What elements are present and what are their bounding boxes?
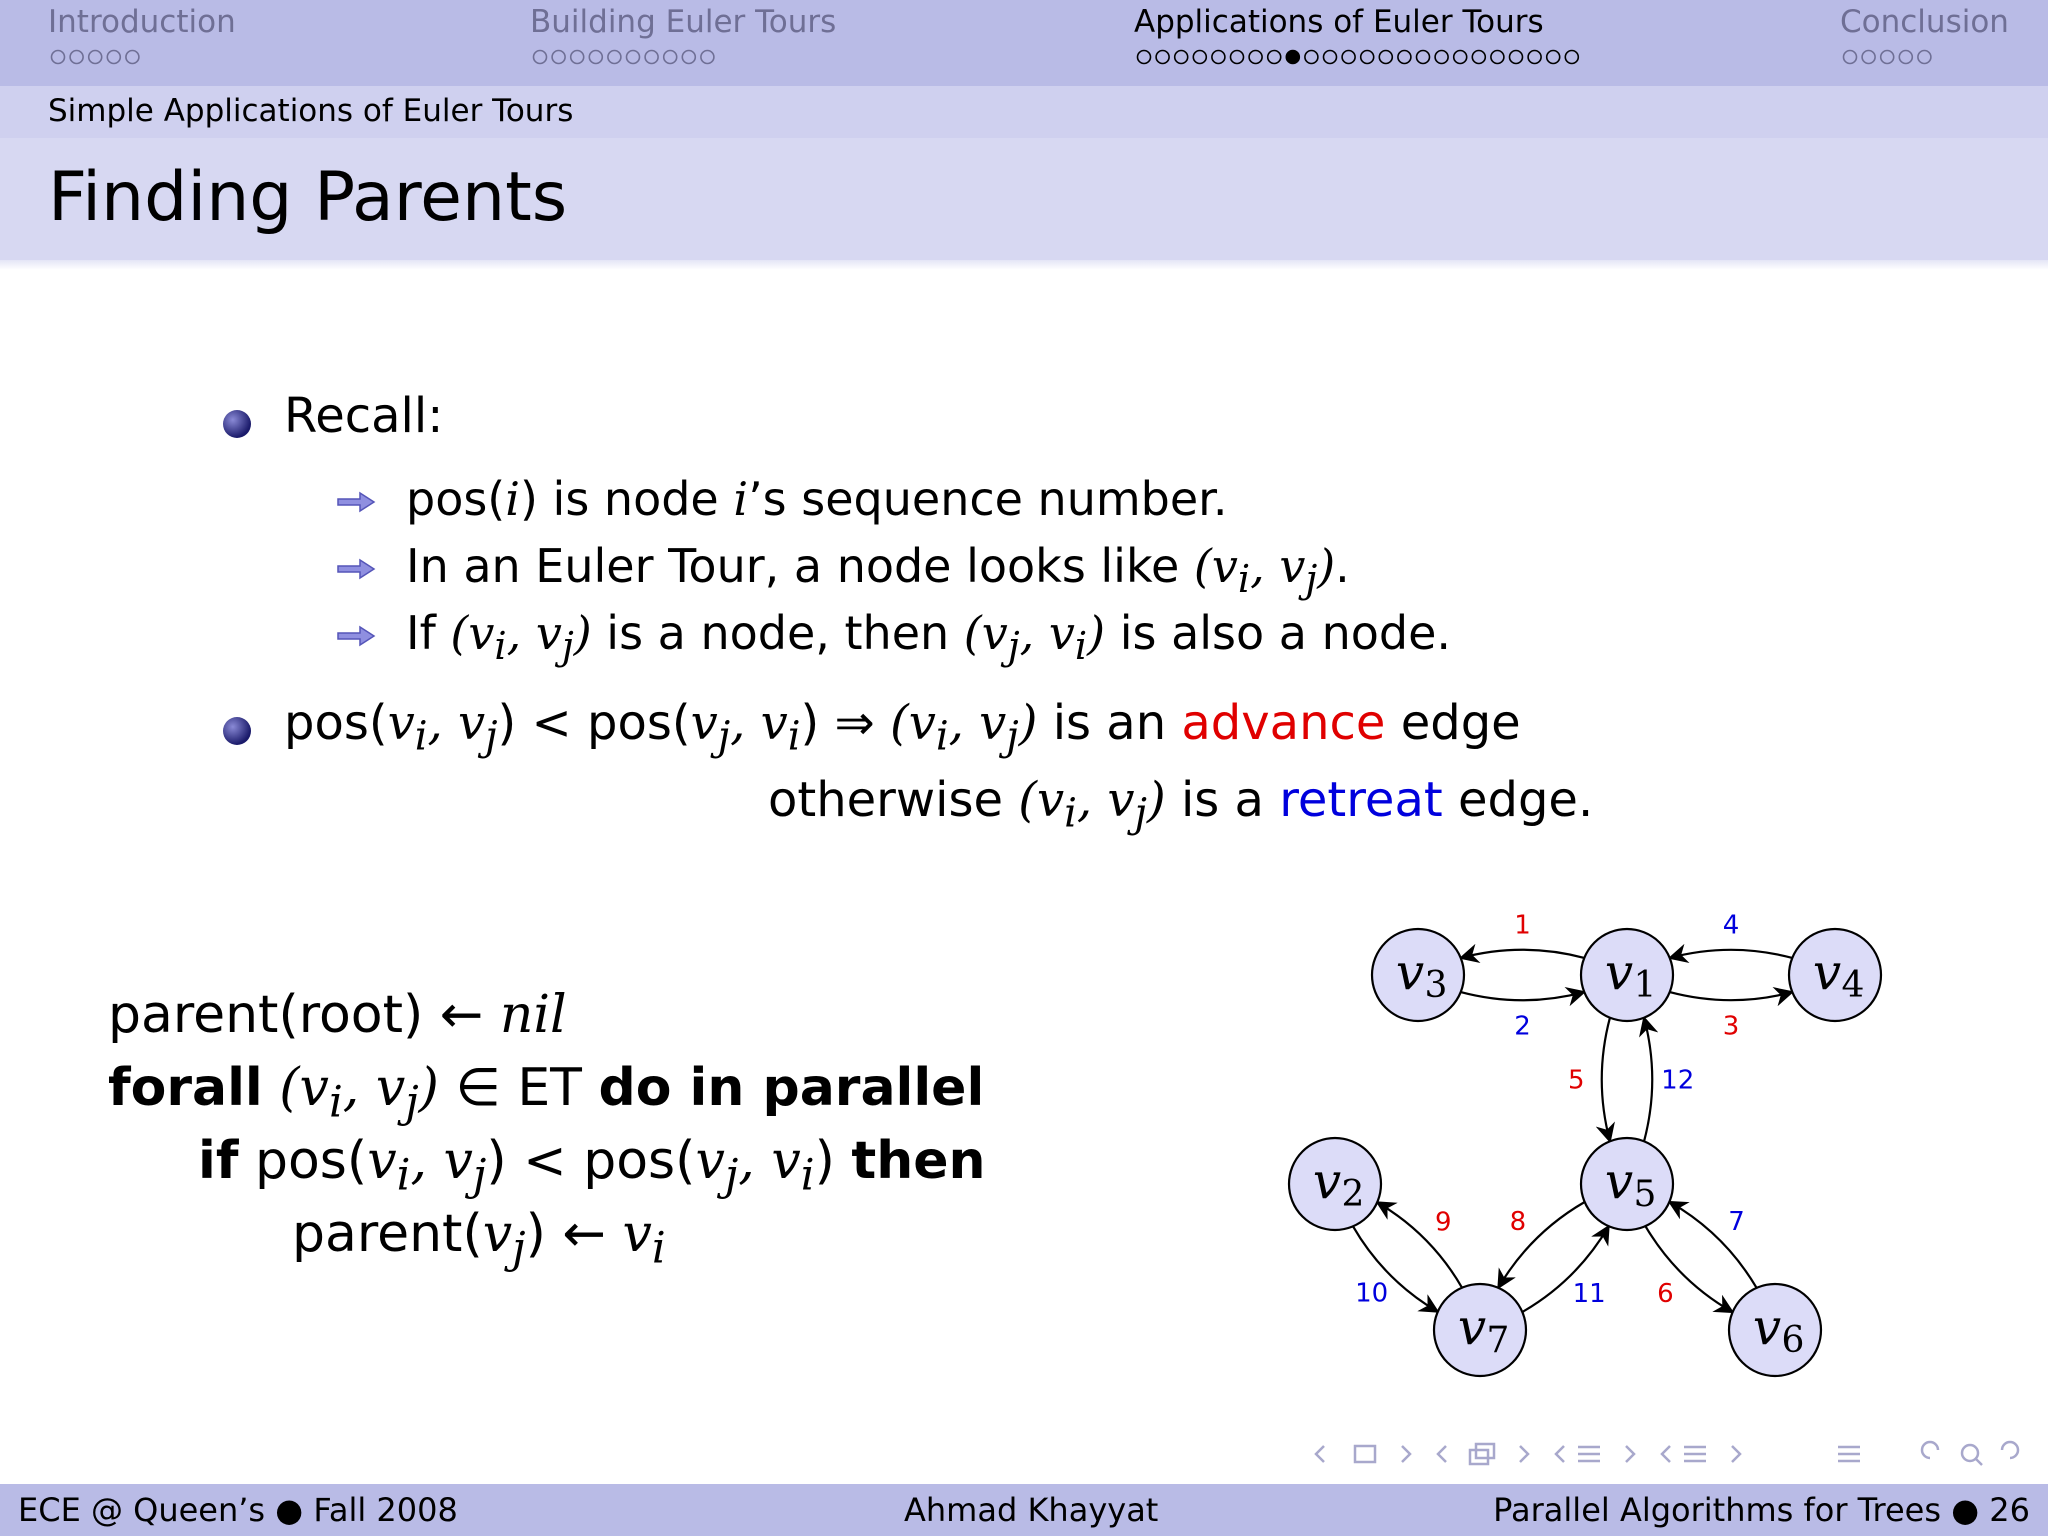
nav-frame-dot[interactable] xyxy=(1398,51,1411,64)
edge-label-1: 1 xyxy=(1514,910,1531,941)
node-subscript: 3 xyxy=(1424,965,1448,1006)
nav-frame-dot[interactable] xyxy=(608,51,621,64)
algo-nil: nil xyxy=(499,985,567,1045)
math-sub: i xyxy=(1237,557,1251,603)
edge-label-9: 9 xyxy=(1435,1207,1452,1238)
recall-item-1-math-b: i xyxy=(733,472,749,526)
edge-label-11: 11 xyxy=(1572,1278,1606,1309)
math-part: (v xyxy=(1193,539,1238,593)
nav-frame-dot[interactable] xyxy=(1565,51,1578,64)
nav-frame-dot[interactable] xyxy=(701,51,714,64)
math-part: ) xyxy=(1317,539,1336,593)
nav-frame-dot[interactable] xyxy=(1454,51,1467,64)
nav-frame-dot[interactable] xyxy=(1528,51,1541,64)
nav-frame-dot[interactable] xyxy=(664,51,677,64)
beamer-navigation-symbols xyxy=(1310,1436,2030,1472)
math-part: ) xyxy=(573,606,592,660)
recall-item-3 xyxy=(406,606,1451,669)
edge-arrow-12 xyxy=(1644,1018,1652,1142)
nav-frame-dot[interactable] xyxy=(682,51,695,64)
edge-label-7: 7 xyxy=(1728,1206,1745,1237)
node-subscript: 6 xyxy=(1781,1320,1805,1361)
subsection-bar xyxy=(0,86,2048,138)
edge-arrow-1 xyxy=(1461,950,1585,958)
math-part: , v xyxy=(1019,606,1075,660)
rule-text: edge xyxy=(1385,695,1521,751)
algo-text: parent( xyxy=(292,1204,483,1264)
next-frame-icon[interactable] xyxy=(1402,1446,1410,1462)
algo-keyword: then xyxy=(851,1131,986,1191)
nav-frame-dot[interactable] xyxy=(1472,51,1485,64)
nav-dots-introduction[interactable] xyxy=(50,48,170,66)
rule-math: ($v_i$, $v_j$) xyxy=(890,695,1038,760)
algo-text: parent(root) ← xyxy=(108,985,500,1045)
nav-dots-building-euler-tours[interactable] xyxy=(532,48,762,66)
bullet-icon xyxy=(223,717,251,745)
nav-frame-dot[interactable] xyxy=(627,51,640,64)
rule-text: is an xyxy=(1037,695,1182,751)
algo-text: ) xyxy=(814,1131,852,1191)
recall-item-3-math-a xyxy=(450,606,592,670)
sub-bullet-arrow-icon xyxy=(336,624,376,648)
nav-frame-dot[interactable] xyxy=(1156,51,1169,64)
node-label: v xyxy=(1812,943,1842,1001)
prev-frame-icon[interactable] xyxy=(1316,1446,1324,1462)
nodes-layer xyxy=(1289,929,1881,1376)
advance-keyword: advance xyxy=(1181,695,1386,751)
node-label: v xyxy=(1752,1298,1782,1356)
appendix-icon[interactable] xyxy=(1838,1447,1860,1461)
nav-frame-dot[interactable] xyxy=(1862,51,1875,64)
algo-text: ) ← xyxy=(525,1204,623,1264)
nav-section-building-euler-tours[interactable]: Building Euler Tours xyxy=(530,4,837,40)
algo-keyword: do in parallel xyxy=(598,1058,985,1118)
recall-item-3-math-b xyxy=(963,606,1106,670)
nav-frame-dot[interactable] xyxy=(52,51,65,64)
nav-frame-dot[interactable] xyxy=(1138,51,1151,64)
math-part: ) xyxy=(1087,606,1106,660)
node-label: v xyxy=(1395,943,1425,1001)
rule-text: ) ⇒ xyxy=(800,695,891,751)
footer-right: Parallel Algorithms for Trees ● 26 xyxy=(1493,1491,2030,1529)
nav-frame-dot[interactable] xyxy=(1547,51,1560,64)
math-sub: i xyxy=(1074,624,1088,670)
math-part: , v xyxy=(1250,539,1306,593)
nav-frame-dot[interactable] xyxy=(589,51,602,64)
algo-keyword: if xyxy=(198,1131,239,1191)
recall-item-3-text-c: is also a node. xyxy=(1105,606,1451,660)
algorithm-line-2 xyxy=(108,1058,984,1127)
node-subscript: 5 xyxy=(1633,1174,1657,1215)
algo-text: ) < pos( xyxy=(486,1131,696,1191)
back-icon[interactable] xyxy=(1922,1442,1938,1458)
rule-math: ($v_i$, $v_j$) xyxy=(1018,772,1166,837)
nav-frame-dot[interactable] xyxy=(107,51,120,64)
math-sub: j xyxy=(561,624,574,670)
nav-dots-conclusion[interactable] xyxy=(1842,48,1962,66)
math-sub: j xyxy=(1305,557,1318,603)
nav-frame-dot[interactable] xyxy=(1268,51,1281,64)
edge-label-12: 12 xyxy=(1661,1065,1695,1096)
nav-frame-dot[interactable] xyxy=(1249,51,1262,64)
nav-frame-dot[interactable] xyxy=(552,51,565,64)
section-icon[interactable] xyxy=(1578,1447,1600,1461)
nav-frame-dot[interactable] xyxy=(1212,51,1225,64)
algo-math: $v_i$, $v_j$ xyxy=(367,1131,487,1201)
forward-icon[interactable] xyxy=(2002,1442,2018,1458)
node-v6 xyxy=(1729,1284,1821,1376)
rule-math: $v_i$, $v_j$ xyxy=(387,695,498,760)
nav-frame-dot[interactable] xyxy=(1510,51,1523,64)
node-label: v xyxy=(1604,943,1634,1001)
prev-document-icon[interactable] xyxy=(1662,1446,1670,1462)
algorithm-line-1 xyxy=(108,985,567,1045)
footer-center: Ahmad Khayyat xyxy=(904,1491,1159,1529)
algo-math: $v_j$, $v_i$ xyxy=(695,1131,815,1201)
math-part: (v xyxy=(450,606,495,660)
node-subscript: 4 xyxy=(1841,965,1865,1006)
recall-item-2 xyxy=(406,539,1350,602)
edge-label-5: 5 xyxy=(1568,1065,1585,1096)
rule-line-2 xyxy=(768,772,1593,837)
nav-frame-dot[interactable] xyxy=(1379,51,1392,64)
rule-line-1 xyxy=(284,695,1521,760)
rule-text: otherwise xyxy=(768,772,1019,828)
math-sub: i xyxy=(494,624,507,670)
sub-bullet-arrow-icon xyxy=(336,490,376,514)
recall-item-1-text-b: ) is node xyxy=(519,472,734,526)
nav-frame-dot[interactable] xyxy=(1193,51,1206,64)
nav-frame-dot[interactable] xyxy=(89,51,102,64)
node-v2 xyxy=(1289,1138,1381,1230)
recall-item-1-math-a: i xyxy=(505,472,520,526)
node-v5 xyxy=(1581,1138,1673,1230)
math-part: , v xyxy=(506,606,562,660)
recall-item-3-text-b: is a node, then xyxy=(591,606,964,660)
section-navigation xyxy=(0,0,2048,86)
math-part: (v xyxy=(963,606,1008,660)
node-label: v xyxy=(1604,1152,1634,1210)
nav-frame-dot[interactable] xyxy=(70,51,83,64)
algo-math: $v_i$ xyxy=(622,1204,666,1274)
nav-section-conclusion[interactable]: Conclusion xyxy=(1840,4,2009,40)
nav-frame-dot[interactable] xyxy=(1435,51,1448,64)
zoom-icon[interactable] xyxy=(1962,1445,1982,1465)
algorithm-line-3 xyxy=(198,1131,986,1200)
nav-frame-dot[interactable] xyxy=(1918,51,1931,64)
sub-bullet-arrow-icon xyxy=(336,557,376,581)
nav-dots-applications[interactable] xyxy=(1136,48,1586,66)
nav-frame-dot[interactable] xyxy=(1881,51,1894,64)
nav-frame-dot[interactable] xyxy=(1899,51,1912,64)
edge-label-4: 4 xyxy=(1722,910,1740,941)
recall-item-3-text-a: If xyxy=(406,606,451,660)
node-subscript: 2 xyxy=(1341,1174,1365,1215)
algorithm-line-4 xyxy=(292,1204,666,1273)
nav-frame-dot[interactable] xyxy=(1286,51,1299,64)
bullet-icon xyxy=(223,410,251,438)
retreat-keyword: retreat xyxy=(1279,772,1443,828)
rule-text: edge. xyxy=(1442,772,1594,828)
edge-arrow-5 xyxy=(1602,1018,1610,1142)
recall-item-1-text-a: pos( xyxy=(406,472,506,526)
node-label: v xyxy=(1312,1152,1342,1210)
nav-frame-dot[interactable] xyxy=(1175,51,1188,64)
recall-item-2-math xyxy=(1193,539,1336,603)
next-subsection-icon[interactable] xyxy=(1520,1446,1528,1462)
node-v3 xyxy=(1372,929,1464,1021)
rule-text: pos( xyxy=(284,695,388,751)
nav-frame-dot[interactable] xyxy=(571,51,584,64)
node-v4 xyxy=(1789,929,1881,1021)
edge-label-2: 2 xyxy=(1514,1011,1531,1042)
euler-tour-diagram xyxy=(1260,900,1910,1400)
title-shadow xyxy=(0,260,2048,270)
nav-frame-dot[interactable] xyxy=(1844,51,1857,64)
node-v7 xyxy=(1434,1284,1526,1376)
subsection-icon[interactable] xyxy=(1470,1444,1494,1464)
nav-frame-dot[interactable] xyxy=(1342,51,1355,64)
algo-text: pos( xyxy=(238,1131,368,1191)
edge-arrow-2 xyxy=(1461,992,1585,1000)
subsection-title: Simple Applications of Euler Tours xyxy=(48,93,574,129)
edge-label-3: 3 xyxy=(1722,1011,1740,1042)
recall-heading: Recall: xyxy=(284,388,444,444)
algo-math: $v_j$ xyxy=(482,1204,526,1274)
page-title: Finding Parents xyxy=(48,158,568,237)
next-document-icon[interactable] xyxy=(1732,1446,1740,1462)
prev-subsection-icon[interactable] xyxy=(1438,1446,1446,1462)
edge-label-6: 6 xyxy=(1657,1279,1674,1310)
nav-frame-dot[interactable] xyxy=(1324,51,1337,64)
algo-text: ∈ ET xyxy=(438,1058,599,1118)
node-label: v xyxy=(1457,1298,1487,1356)
edge-arrow-4 xyxy=(1670,950,1793,958)
nav-section-introduction[interactable]: Introduction xyxy=(48,4,236,40)
nav-frame-dot[interactable] xyxy=(1305,51,1318,64)
rule-text: ) < pos( xyxy=(497,695,691,751)
math-sub: j xyxy=(1007,624,1020,670)
footer-left: ECE @ Queen’s ● Fall 2008 xyxy=(18,1491,458,1529)
algo-math: ($v_i$, $v_j$) xyxy=(279,1058,439,1128)
nav-section-applications[interactable]: Applications of Euler Tours xyxy=(1134,4,1544,40)
nav-frame-dot[interactable] xyxy=(1231,51,1244,64)
nav-frame-dot[interactable] xyxy=(1417,51,1430,64)
prev-section-icon[interactable] xyxy=(1556,1446,1564,1462)
recall-item-1 xyxy=(406,472,1228,526)
rule-text: is a xyxy=(1165,772,1280,828)
document-icon[interactable] xyxy=(1684,1447,1706,1461)
frame-icon[interactable] xyxy=(1355,1446,1375,1462)
frame-title-bar xyxy=(0,138,2048,260)
node-subscript: 7 xyxy=(1486,1320,1510,1361)
nav-frame-dot[interactable] xyxy=(126,51,139,64)
recall-item-2-text-b: . xyxy=(1335,539,1350,593)
algo-keyword: forall xyxy=(108,1058,263,1118)
recall-item-1-text-c: ’s sequence number. xyxy=(748,472,1228,526)
rule-math: $v_j$, $v_i$ xyxy=(690,695,801,760)
nav-frame-dot[interactable] xyxy=(1491,51,1504,64)
node-v1 xyxy=(1581,929,1673,1021)
edge-arrow-3 xyxy=(1670,992,1793,1000)
nav-frame-dot[interactable] xyxy=(534,51,547,64)
nav-frame-dot[interactable] xyxy=(1361,51,1374,64)
node-subscript: 1 xyxy=(1633,965,1657,1006)
next-section-icon[interactable] xyxy=(1626,1446,1634,1462)
nav-frame-dot[interactable] xyxy=(645,51,658,64)
edge-label-10: 10 xyxy=(1355,1278,1389,1309)
edge-label-8: 8 xyxy=(1509,1207,1527,1238)
recall-item-2-text-a: In an Euler Tour, a node looks like xyxy=(406,539,1194,593)
footer-bar xyxy=(0,1484,2048,1536)
